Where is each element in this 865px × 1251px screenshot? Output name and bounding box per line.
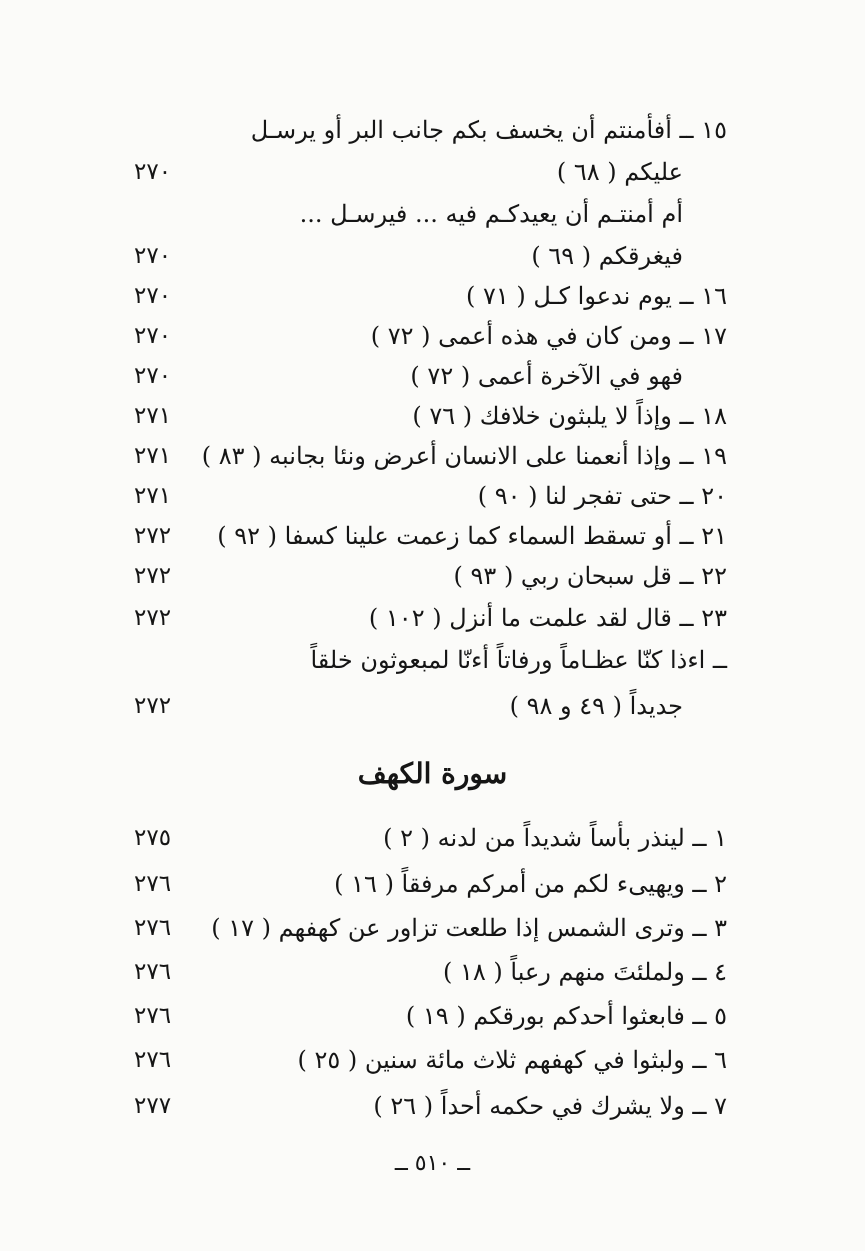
- line-text: فهو في الآخرة أعمى ( ٧٢ ): [410, 362, 683, 390]
- line-text: ٢٢ ــ قل سبحان ربي ( ٩٣ ): [453, 562, 727, 590]
- line-text: ١٩ ــ وإذا أنعمنا على الانسان أعرض ونئا بجانبه ( ٨٣ ): [201, 442, 727, 470]
- index-line: [0, 996, 865, 1036]
- index-line: [0, 436, 865, 476]
- index-line: [0, 516, 865, 556]
- line-text: ــ اءذا كنّا عظـاماً ورفاتاً أءنّا لمبعوثون خلقاً: [310, 646, 727, 674]
- line-text: ١٦ ــ يوم ندعوا كـل ( ٧١ ): [466, 282, 727, 310]
- index-line: [0, 556, 865, 596]
- index-line: [0, 1086, 865, 1126]
- line-text: ١٨ ــ وإذاً لا يلبثون خلافك ( ٧٦ ): [412, 402, 727, 430]
- line-text: ٤ ــ ولملئتَ منهم رعباً ( ١٨ ): [443, 958, 727, 986]
- page-number: ٢٧٢: [134, 605, 172, 631]
- line-text: ١ ــ لينذر بأساً شديداً من لدنه ( ٢ ): [383, 824, 727, 852]
- page-number: ٢٧٢: [134, 563, 172, 589]
- index-line: [0, 316, 865, 356]
- line-text: ٣ ــ وترى الشمس إذا طلعت تزاور عن كهفهم ( ١٧ ): [211, 914, 727, 942]
- line-text: أم أمنتـم أن يعيدكـم فيه ... فيرسـل ...: [299, 200, 683, 228]
- line-text: عليكم ( ٦٨ ): [556, 158, 683, 186]
- line-text: جديداً ( ٤٩ و ٩٨ ): [509, 692, 683, 720]
- line-text: ١٥ ــ أفأمنتم أن يخسف بكم جانب البر أو يرسـل: [250, 116, 727, 144]
- index-line: [0, 908, 865, 948]
- line-text: ٢١ ــ أو تسقط السماء كما زعمت علينا كسفا ( ٩٢ ): [217, 522, 727, 550]
- page-number: ٢٧٥: [134, 825, 172, 851]
- page-number: ٢٧٠: [134, 363, 172, 389]
- index-line: [0, 356, 865, 396]
- index-line: [0, 864, 865, 904]
- index-line: [0, 686, 865, 726]
- line-text: ٢٣ ــ قال لقد علمت ما أنزل ( ١٠٢ ): [368, 604, 727, 632]
- line-text: ٢ ــ ويهيىء لكم من أمركم مرفقاً ( ١٦ ): [334, 870, 727, 898]
- surah-title: سورة الكهف: [357, 757, 508, 790]
- index-line: [0, 952, 865, 992]
- page-number: ٢٧٠: [134, 283, 172, 309]
- page-number: ٢٧٢: [134, 693, 172, 719]
- index-line: [0, 110, 865, 150]
- page-number: ٢٧١: [134, 403, 172, 429]
- page-number: ٢٧٦: [134, 871, 172, 897]
- page-number: ٢٧٦: [134, 1003, 172, 1029]
- line-text: ٢٠ ــ حتى تفجر لنا ( ٩٠ ): [477, 482, 727, 510]
- line-text: ١٧ ــ ومن كان في هذه أعمى ( ٧٢ ): [370, 322, 727, 350]
- page-number: ٢٧٦: [134, 1047, 172, 1073]
- index-line: [0, 598, 865, 638]
- line-text: ٧ ــ ولا يشرك في حكمه أحداً ( ٢٦ ): [373, 1092, 727, 1120]
- index-line: [0, 194, 865, 234]
- page-number: ٢٧٠: [134, 323, 172, 349]
- page-number: ٢٧٦: [134, 959, 172, 985]
- index-line: [0, 276, 865, 316]
- page-number: ٢٧٧: [134, 1093, 172, 1119]
- index-line: [0, 152, 865, 192]
- page-number: ٢٧١: [134, 483, 172, 509]
- index-line: [0, 396, 865, 436]
- page-number: ٢٧٢: [134, 523, 172, 549]
- index-line: [0, 818, 865, 858]
- index-line: [0, 236, 865, 276]
- line-text: ٥ ــ فابعثوا أحدكم بورقكم ( ١٩ ): [405, 1002, 727, 1030]
- page-number: ٢٧٠: [134, 243, 172, 269]
- page-number: ٢٧٠: [134, 159, 172, 185]
- page-number: ٢٧١: [134, 443, 172, 469]
- page-footer-number: ــ ٥١٠ ــ: [394, 1151, 471, 1176]
- index-line: [0, 476, 865, 516]
- index-line: [0, 1040, 865, 1080]
- page-number: ٢٧٦: [134, 915, 172, 941]
- line-text: ٦ ــ ولبثوا في كهفهم ثلاث مائة سنين ( ٢٥ ): [297, 1046, 727, 1074]
- index-line: [0, 640, 865, 680]
- line-text: فيغرقكم ( ٦٩ ): [531, 242, 683, 270]
